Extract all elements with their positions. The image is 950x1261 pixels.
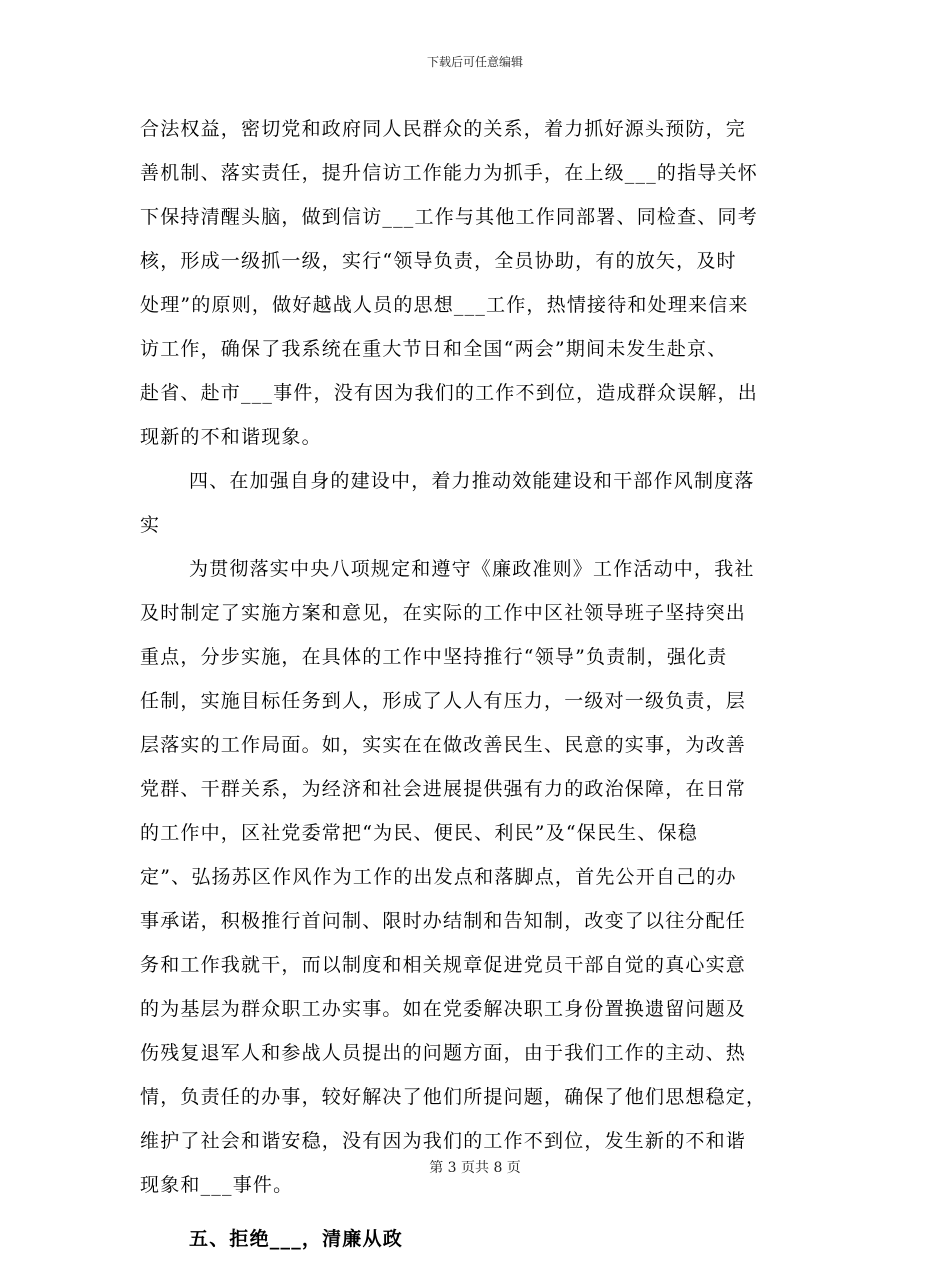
page-header-note: 下载后可任意编辑 [426,55,523,69]
paragraph-line: 处理”的原则，做好越战人员的思想___工作，热情接待和处理来信来 [140,294,749,316]
paragraph-line: 任制，实施目标任务到人，形成了人人有压力，一级对一级负责，层 [140,690,747,712]
paragraph-line: 层落实的工作局面。如，实实在在做改善民生、民意的实事，为改善 [140,734,747,756]
section-heading-4-continued: 实 [140,514,161,536]
document-body [140,107,820,1261]
paragraph-line: 善机制、落实责任，提升信访工作能力为抓手，在上级___的指导关怀 [140,162,758,184]
paragraph-line: 党群、干群关系，为经济和社会进展提供强有力的政治保障，在日常 [140,778,747,800]
paragraph-line: 下保持清醒头脑，做到信访___工作与其他工作同部署、同检查、同考 [140,206,758,228]
paragraph-line: 赴省、赴市___事件，没有因为我们的工作不到位，造成群众误解，出 [140,382,758,404]
section-heading-5: 五、拒绝___，清廉从政 [189,1228,403,1250]
paragraph-line: 为贯彻落实中央八项规定和遵守《廉政准则》工作活动中，我社 [189,558,755,580]
paragraph-line: 重点，分步实施，在具体的工作中坚持推行“领导”负责制，强化责 [140,646,728,668]
paragraph-line: 现新的不和谐现象。 [140,426,322,448]
paragraph-line: 核，形成一级抓一级，实行“领导负责，全员协助，有的放矢，及时 [140,250,737,272]
paragraph-line: 伤残复退军人和参战人员提出的问题方面，由于我们工作的主动、热 [140,1042,747,1064]
paragraph-line: 维护了社会和谐安稳，没有因为我们的工作不到位，发生新的不和谐 [140,1130,747,1152]
paragraph-line: 的为基层为群众职工办实事。如在党委解决职工身份置换遗留问题及 [140,998,747,1020]
paragraph-line: 务和工作我就干，而以制度和相关规章促进党员干部自觉的真心实意 [140,954,747,976]
section-heading-4: 四、在加强自身的建设中，着力推动效能建设和干部作风制度落 [189,470,755,492]
paragraph-line: 定”、弘扬苏区作风作为工作的出发点和落脚点，首先公开自己的办 [140,866,737,888]
paragraph-line: 情，负责任的办事，较好解决了他们所提问题，确保了他们思想稳定， [140,1086,767,1108]
paragraph-line: 及时制定了实施方案和意见，在实际的工作中区社领导班子坚持突出 [140,602,747,624]
paragraph-line: 合法权益，密切党和政府同人民群众的关系，着力抓好源头预防，完 [140,118,747,140]
paragraph-line: 现象和___事件。 [140,1174,294,1196]
paragraph-line: 访工作，确保了我系统在重大节日和全国“两会”期间未发生赴京、 [140,338,728,360]
paragraph-line: 的工作中，区社党委常把“为民、便民、利民”及“保民生、保稳 [140,822,698,844]
paragraph-line: 事承诺，积极推行首问制、限时办结制和告知制，改变了以往分配任 [140,910,747,932]
page-number-footer: 第 3 页共 8 页 [429,1160,521,1176]
